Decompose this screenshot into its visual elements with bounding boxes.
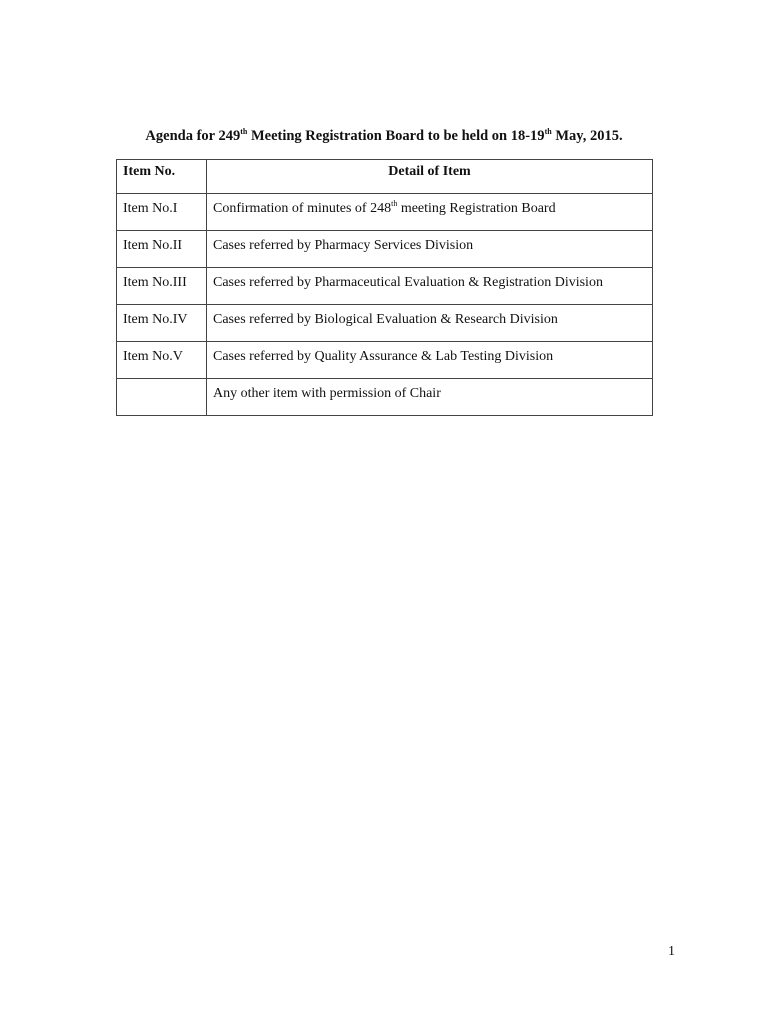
table-row bbox=[117, 379, 653, 416]
table-row bbox=[117, 268, 653, 305]
title-text-part1: Agenda for 249 bbox=[145, 128, 241, 144]
title-text-part3: May, 2015. bbox=[551, 128, 623, 144]
agenda-title bbox=[0, 127, 768, 145]
header-detail-of-item: Detail of Item bbox=[207, 160, 653, 194]
item-number-cell: Item No.IV bbox=[117, 305, 207, 342]
item-number-cell: Item No.I bbox=[117, 194, 207, 231]
item-detail-cell: Cases referred by Pharmacy Services Division bbox=[207, 231, 653, 268]
detail-text-pre: Confirmation of minutes of 248 bbox=[213, 201, 392, 216]
item-detail-cell: Cases referred by Quality Assurance & Lab Testing Division bbox=[207, 342, 653, 379]
item-detail-cell: Cases referred by Pharmaceutical Evaluation & Registration Division bbox=[207, 268, 653, 305]
detail-superscript: th bbox=[391, 199, 398, 208]
title-superscript-1: th bbox=[240, 127, 248, 136]
detail-text-post: meeting Registration Board bbox=[397, 201, 556, 216]
item-detail-cell: Cases referred by Biological Evaluation & Research Division bbox=[207, 305, 653, 342]
title-text-part2: Meeting Registration Board to be held on 18-19 bbox=[247, 128, 545, 144]
item-number-cell: Item No.II bbox=[117, 231, 207, 268]
table-row bbox=[117, 194, 653, 231]
item-detail-cell: Any other item with permission of Chair bbox=[207, 379, 653, 416]
item-number-cell bbox=[117, 379, 207, 416]
page-number: 1 bbox=[668, 944, 675, 959]
table-row bbox=[117, 231, 653, 268]
table-row bbox=[117, 305, 653, 342]
title-superscript-2: th bbox=[544, 127, 552, 136]
table-header-row bbox=[117, 160, 653, 194]
header-item-no: Item No. bbox=[117, 160, 207, 194]
item-detail-cell bbox=[207, 194, 653, 231]
agenda-table bbox=[116, 159, 653, 416]
item-number-cell: Item No.V bbox=[117, 342, 207, 379]
item-number-cell: Item No.III bbox=[117, 268, 207, 305]
table-row bbox=[117, 342, 653, 379]
